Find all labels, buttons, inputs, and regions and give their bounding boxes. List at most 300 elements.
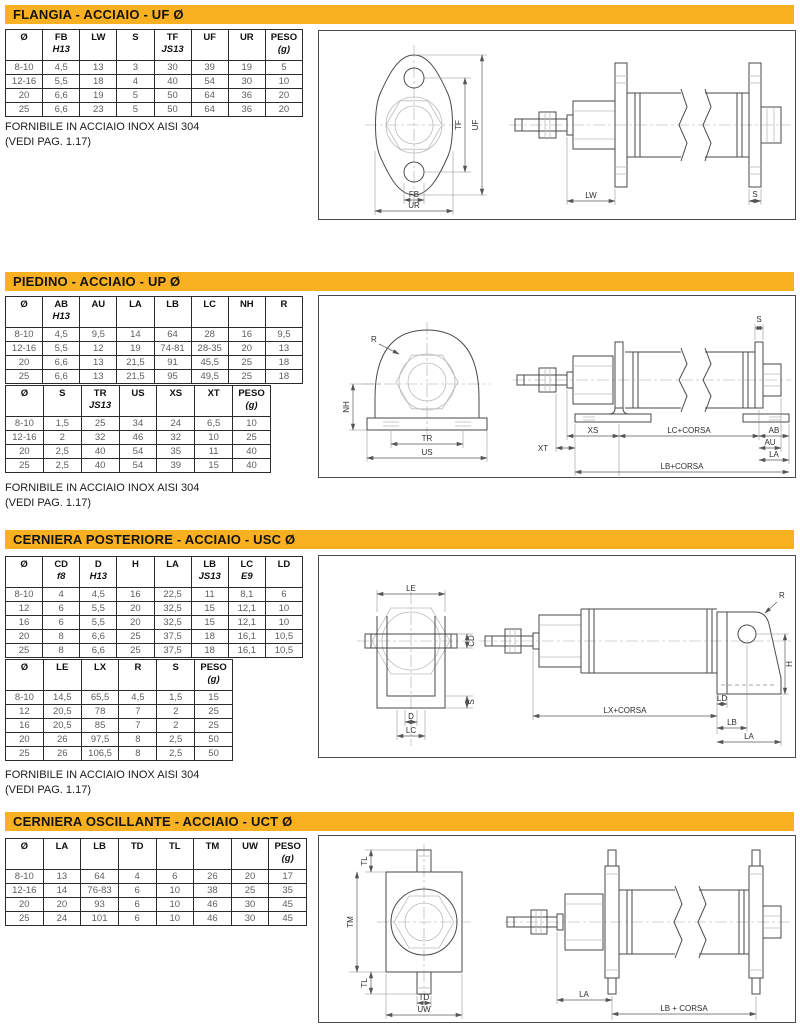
- spec-cell: 5: [117, 89, 154, 103]
- spec-cell: 11: [195, 445, 233, 459]
- column-header: Ø: [6, 297, 43, 328]
- spec-cell: 20: [6, 89, 43, 103]
- spec-cell: 10: [156, 898, 194, 912]
- table-row: [6, 870, 307, 884]
- column-header: LA: [43, 839, 81, 870]
- spec-cell: 37,5: [154, 644, 191, 658]
- spec-cell: 78: [81, 705, 119, 719]
- spec-cell: 26: [194, 870, 232, 884]
- spec-cell: 9,5: [265, 328, 302, 342]
- spec-cell: 18: [265, 356, 302, 370]
- spec-cell: 28: [191, 328, 228, 342]
- spec-cell: 8-10: [6, 417, 44, 431]
- spec-cell: 6,6: [43, 356, 80, 370]
- spec-cell: 16,1: [228, 630, 265, 644]
- table-row: [6, 75, 303, 89]
- flangia-drawing-panel: [318, 30, 796, 220]
- column-header: R: [265, 297, 302, 328]
- spec-cell: 1,5: [157, 691, 195, 705]
- spec-cell: 36: [228, 103, 265, 117]
- dim-label-h: H: [785, 661, 794, 667]
- column-header: Ø: [6, 557, 43, 588]
- spec-cell: 38: [194, 884, 232, 898]
- flangia-table-container: [5, 29, 303, 117]
- dim-label-nh: NH: [342, 401, 351, 413]
- spec-cell: 19: [80, 89, 117, 103]
- column-header: H: [117, 557, 154, 588]
- note-line-2: (VEDI PAG. 1.17): [5, 784, 91, 796]
- dim-label-tf: TF: [454, 120, 463, 130]
- spec-cell: 10: [233, 417, 271, 431]
- spec-cell: 50: [195, 733, 233, 747]
- spec-cell: 36: [228, 89, 265, 103]
- spec-cell: 4: [117, 75, 154, 89]
- spec-cell: 4,5: [80, 588, 117, 602]
- spec-cell: 46: [194, 912, 232, 926]
- column-header: PESO (g): [265, 30, 302, 61]
- spec-cell: 28-35: [191, 342, 228, 356]
- column-header: PESO (g): [233, 386, 271, 417]
- column-header: S: [43, 386, 81, 417]
- spec-cell: 10,5: [265, 644, 302, 658]
- spec-cell: 8-10: [6, 870, 44, 884]
- spec-cell: 10: [265, 75, 302, 89]
- table-row: [6, 431, 271, 445]
- spec-cell: 30: [154, 61, 191, 75]
- table-row: [6, 588, 303, 602]
- spec-cell: 6: [118, 912, 156, 926]
- column-header: UW: [231, 839, 269, 870]
- spec-cell: 25: [6, 912, 44, 926]
- dim-label-la: LA: [579, 990, 589, 999]
- spec-cell: 54: [119, 459, 157, 473]
- spec-table: [5, 556, 303, 658]
- column-header: TR JS13: [81, 386, 119, 417]
- spec-cell: 5,5: [80, 616, 117, 630]
- spec-cell: 12,1: [228, 602, 265, 616]
- spec-cell: 12,1: [228, 616, 265, 630]
- dim-label-td: TD: [418, 993, 430, 1002]
- spec-cell: 20,5: [43, 719, 81, 733]
- spec-cell: 40: [233, 459, 271, 473]
- spec-cell: 49,5: [191, 370, 228, 384]
- spec-cell: 15: [195, 691, 233, 705]
- table-row: [6, 898, 307, 912]
- table-row: [6, 884, 307, 898]
- spec-cell: 5,5: [43, 342, 80, 356]
- availability-note: [5, 768, 199, 798]
- spec-cell: 16: [117, 588, 154, 602]
- dim-label-tl-bottom: TL: [360, 978, 369, 988]
- dim-label-s: S: [756, 315, 762, 324]
- column-header: UF: [191, 30, 228, 61]
- spec-cell: 6: [118, 898, 156, 912]
- spec-cell: 32,5: [154, 602, 191, 616]
- spec-cell: 4: [43, 588, 80, 602]
- spec-cell: 54: [119, 445, 157, 459]
- spec-cell: 6,6: [80, 644, 117, 658]
- cerniera-posteriore-drawing-panel: [318, 555, 796, 758]
- spec-cell: 74-81: [154, 342, 191, 356]
- spec-cell: 1,5: [43, 417, 81, 431]
- spec-cell: 2,5: [43, 445, 81, 459]
- spec-cell: 16: [228, 328, 265, 342]
- dim-label-xt: XT: [537, 444, 549, 453]
- spec-cell: 6,5: [195, 417, 233, 431]
- column-header: LC: [191, 297, 228, 328]
- spec-cell: 2: [157, 705, 195, 719]
- table-row: [6, 644, 303, 658]
- spec-cell: 40: [81, 459, 119, 473]
- section-header-piedino: [5, 272, 794, 291]
- spec-cell: 2,5: [157, 747, 195, 761]
- dim-label-xs: XS: [587, 426, 599, 435]
- column-header: LE: [43, 660, 81, 691]
- spec-table: [5, 29, 303, 117]
- column-header: Ø: [6, 386, 44, 417]
- table-row: [6, 445, 271, 459]
- cerniera-posteriore-table-1-container: [5, 556, 303, 658]
- spec-cell: 16: [6, 719, 44, 733]
- piedino-technical-drawing: [319, 296, 795, 477]
- column-header: XT: [195, 386, 233, 417]
- spec-cell: 19: [117, 342, 154, 356]
- column-header: Ø: [6, 660, 44, 691]
- table-row: [6, 602, 303, 616]
- spec-cell: 10,5: [265, 630, 302, 644]
- spec-cell: 18: [80, 75, 117, 89]
- spec-cell: 2,5: [157, 733, 195, 747]
- spec-cell: 21,5: [117, 356, 154, 370]
- spec-cell: 6,6: [43, 89, 80, 103]
- cerniera-oscillante-table-container: [5, 838, 307, 926]
- piedino-table-1-container: [5, 296, 303, 384]
- spec-cell: 25: [6, 103, 43, 117]
- spec-cell: 106,5: [81, 747, 119, 761]
- spec-cell: 20: [228, 342, 265, 356]
- dim-label-tr: TR: [421, 434, 433, 443]
- table-row: [6, 370, 303, 384]
- column-header: LD: [265, 557, 302, 588]
- spec-cell: 35: [157, 445, 195, 459]
- spec-cell: 8-10: [6, 61, 43, 75]
- column-header: PESO (g): [269, 839, 307, 870]
- column-header: CD f8: [43, 557, 80, 588]
- spec-cell: 13: [43, 870, 81, 884]
- spec-cell: 45: [269, 898, 307, 912]
- spec-cell: 6: [43, 616, 80, 630]
- spec-cell: 39: [157, 459, 195, 473]
- spec-cell: 35: [269, 884, 307, 898]
- cerniera-oscillante-technical-drawing: [319, 836, 795, 1022]
- spec-cell: 2,5: [43, 459, 81, 473]
- dim-label-la: LA: [769, 450, 779, 459]
- spec-cell: 64: [81, 870, 119, 884]
- spec-cell: 20: [6, 356, 43, 370]
- spec-cell: 20: [265, 89, 302, 103]
- spec-cell: 10: [195, 431, 233, 445]
- dim-label-lc: LC: [405, 726, 417, 735]
- spec-cell: 20: [265, 103, 302, 117]
- spec-cell: 13: [80, 356, 117, 370]
- spec-cell: 12: [80, 342, 117, 356]
- spec-cell: 25: [228, 356, 265, 370]
- note-line-1: FORNIBILE IN ACCIAIO INOX AISI 304: [5, 121, 200, 133]
- column-header: LC E9: [228, 557, 265, 588]
- spec-cell: 6: [43, 602, 80, 616]
- spec-cell: 6: [265, 588, 302, 602]
- spec-cell: 91: [154, 356, 191, 370]
- spec-cell: 12-16: [6, 431, 44, 445]
- column-header: LX: [81, 660, 119, 691]
- spec-cell: 25: [6, 370, 43, 384]
- note-line-2: (VEDI PAG. 1.17): [5, 136, 91, 148]
- spec-cell: 6,6: [43, 103, 80, 117]
- spec-cell: 50: [195, 747, 233, 761]
- spec-cell: 10: [156, 884, 194, 898]
- table-row: [6, 733, 233, 747]
- spec-cell: 4,5: [43, 61, 80, 75]
- spec-cell: 12-16: [6, 342, 43, 356]
- column-header: TD: [118, 839, 156, 870]
- table-row: [6, 630, 303, 644]
- spec-cell: 23: [80, 103, 117, 117]
- table-row: [6, 747, 233, 761]
- spec-cell: 18: [191, 644, 228, 658]
- spec-cell: 6,6: [80, 630, 117, 644]
- spec-cell: 25: [117, 644, 154, 658]
- spec-cell: 5: [117, 103, 154, 117]
- spec-cell: 13: [80, 61, 117, 75]
- spec-table: [5, 385, 271, 473]
- spec-cell: 25: [195, 705, 233, 719]
- dim-label-s: S: [467, 699, 476, 705]
- spec-cell: 25: [228, 370, 265, 384]
- spec-cell: 64: [191, 89, 228, 103]
- spec-cell: 18: [191, 630, 228, 644]
- availability-note: [5, 481, 199, 511]
- spec-cell: 25: [117, 630, 154, 644]
- column-header: LB JS13: [191, 557, 228, 588]
- spec-cell: 25: [6, 747, 44, 761]
- spec-cell: 32: [81, 431, 119, 445]
- spec-cell: 6,6: [43, 370, 80, 384]
- column-header: Ø: [6, 30, 43, 61]
- spec-cell: 40: [81, 445, 119, 459]
- spec-cell: 26: [43, 733, 81, 747]
- dim-label-lb: LB: [727, 718, 737, 727]
- spec-cell: 85: [81, 719, 119, 733]
- spec-cell: 95: [154, 370, 191, 384]
- column-header: AB H13: [43, 297, 80, 328]
- dim-label-tm: TM: [346, 916, 355, 928]
- table-row: [6, 705, 233, 719]
- spec-cell: 40: [154, 75, 191, 89]
- spec-cell: 2: [43, 431, 81, 445]
- table-row: [6, 356, 303, 370]
- spec-cell: 10: [265, 616, 302, 630]
- spec-cell: 4: [118, 870, 156, 884]
- piedino-drawing-panel: [318, 295, 796, 478]
- spec-cell: 39: [191, 61, 228, 75]
- spec-cell: 50: [154, 89, 191, 103]
- spec-cell: 46: [194, 898, 232, 912]
- spec-cell: 10: [156, 912, 194, 926]
- table-row: [6, 89, 303, 103]
- dim-label-cd: CD: [467, 635, 476, 647]
- dim-label-uf: UF: [471, 119, 480, 131]
- spec-cell: 8-10: [6, 588, 43, 602]
- table-row: [6, 616, 303, 630]
- spec-cell: 25: [233, 431, 271, 445]
- spec-cell: 20: [6, 733, 44, 747]
- dim-label-au: AU: [764, 438, 776, 447]
- note-line-1: FORNIBILE IN ACCIAIO INOX AISI 304: [5, 769, 200, 781]
- spec-cell: 46: [119, 431, 157, 445]
- spec-cell: 20: [6, 445, 44, 459]
- spec-cell: 6: [156, 870, 194, 884]
- dim-label-lc-corsa: LC+CORSA: [667, 426, 711, 435]
- spec-cell: 32: [157, 431, 195, 445]
- dim-label-lb-corsa: LB + CORSA: [660, 1004, 708, 1013]
- dim-label-d: D: [408, 712, 414, 721]
- spec-cell: 22,5: [154, 588, 191, 602]
- flangia-technical-drawing: [319, 31, 795, 219]
- dim-label-lx-corsa: LX+CORSA: [603, 706, 647, 715]
- spec-cell: 17: [269, 870, 307, 884]
- spec-cell: 45,5: [191, 356, 228, 370]
- column-header: PESO (g): [195, 660, 233, 691]
- spec-cell: 25: [231, 884, 269, 898]
- column-header: TM: [194, 839, 232, 870]
- spec-cell: 8: [119, 747, 157, 761]
- spec-cell: 14: [43, 884, 81, 898]
- table-row: [6, 328, 303, 342]
- spec-cell: 32,5: [154, 616, 191, 630]
- availability-note: [5, 120, 199, 150]
- spec-cell: 9,5: [80, 328, 117, 342]
- column-header: Ø: [6, 839, 44, 870]
- spec-cell: 8: [43, 630, 80, 644]
- section-header-cerniera-posteriore: [5, 530, 794, 549]
- table-row: [6, 103, 303, 117]
- dim-label-lb-corsa: LB+CORSA: [660, 462, 704, 471]
- spec-cell: 76-83: [81, 884, 119, 898]
- spec-cell: 50: [154, 103, 191, 117]
- dim-label-s: S: [752, 190, 758, 199]
- table-row: [6, 342, 303, 356]
- spec-cell: 20: [231, 870, 269, 884]
- section-title: CERNIERA POSTERIORE - ACCIAIO - USC Ø: [13, 532, 296, 547]
- spec-table: [5, 296, 303, 384]
- table-row: [6, 719, 233, 733]
- table-row: [6, 61, 303, 75]
- column-header: US: [119, 386, 157, 417]
- spec-cell: 24: [157, 417, 195, 431]
- spec-cell: 54: [191, 75, 228, 89]
- spec-cell: 6: [118, 884, 156, 898]
- dim-label-fb: FB: [408, 190, 420, 199]
- table-row: [6, 459, 271, 473]
- column-header: TL: [156, 839, 194, 870]
- spec-cell: 8: [43, 644, 80, 658]
- dim-label-us: US: [421, 448, 433, 457]
- spec-cell: 12: [6, 705, 44, 719]
- spec-cell: 13: [80, 370, 117, 384]
- spec-cell: 65,5: [81, 691, 119, 705]
- spec-cell: 37,5: [154, 630, 191, 644]
- spec-cell: 30: [231, 912, 269, 926]
- spec-cell: 8,1: [228, 588, 265, 602]
- spec-table: [5, 659, 233, 761]
- column-header: R: [119, 660, 157, 691]
- spec-cell: 14: [117, 328, 154, 342]
- spec-cell: 18: [265, 370, 302, 384]
- spec-cell: 4,5: [119, 691, 157, 705]
- dim-label-uw: UW: [417, 1005, 431, 1014]
- spec-cell: 34: [119, 417, 157, 431]
- spec-cell: 13: [265, 342, 302, 356]
- dim-label-la: LA: [744, 732, 754, 741]
- dim-label-tl-top: TL: [360, 856, 369, 866]
- table-row: [6, 912, 307, 926]
- spec-cell: 4,5: [43, 328, 80, 342]
- column-header: LA: [117, 297, 154, 328]
- column-header: UR: [228, 30, 265, 61]
- spec-cell: 25: [6, 644, 43, 658]
- spec-cell: 3: [117, 61, 154, 75]
- spec-cell: 19: [228, 61, 265, 75]
- spec-table: [5, 838, 307, 926]
- spec-cell: 15: [195, 459, 233, 473]
- spec-cell: 12: [6, 602, 43, 616]
- section-header-flangia: [5, 5, 794, 24]
- column-header: LW: [80, 30, 117, 61]
- spec-cell: 7: [119, 719, 157, 733]
- column-header: FB H13: [43, 30, 80, 61]
- spec-cell: 20: [43, 898, 81, 912]
- spec-cell: 40: [233, 445, 271, 459]
- column-header: D H13: [80, 557, 117, 588]
- spec-cell: 24: [43, 912, 81, 926]
- piedino-table-2-container: [5, 385, 271, 473]
- spec-cell: 25: [81, 417, 119, 431]
- table-row: [6, 417, 271, 431]
- spec-cell: 5,5: [80, 602, 117, 616]
- spec-cell: 5: [265, 61, 302, 75]
- note-line-2: (VEDI PAG. 1.17): [5, 497, 91, 509]
- dim-label-ab: AB: [768, 426, 780, 435]
- dim-label-lw: LW: [585, 191, 597, 200]
- section-title: CERNIERA OSCILLANTE - ACCIAIO - UCT Ø: [13, 814, 293, 829]
- section-header-cerniera-oscillante: [5, 812, 794, 831]
- spec-cell: 7: [119, 705, 157, 719]
- spec-cell: 64: [154, 328, 191, 342]
- spec-cell: 30: [228, 75, 265, 89]
- table-row: [6, 691, 233, 705]
- note-line-1: FORNIBILE IN ACCIAIO INOX AISI 304: [5, 482, 200, 494]
- spec-cell: 16: [6, 616, 43, 630]
- section-title: PIEDINO - ACCIAIO - UP Ø: [13, 274, 181, 289]
- spec-cell: 25: [6, 459, 44, 473]
- spec-cell: 8-10: [6, 328, 43, 342]
- spec-cell: 20: [117, 602, 154, 616]
- column-header: TF JS13: [154, 30, 191, 61]
- spec-cell: 12-16: [6, 75, 43, 89]
- cerniera-posteriore-technical-drawing: [319, 556, 795, 757]
- column-header: NH: [228, 297, 265, 328]
- spec-cell: 30: [231, 898, 269, 912]
